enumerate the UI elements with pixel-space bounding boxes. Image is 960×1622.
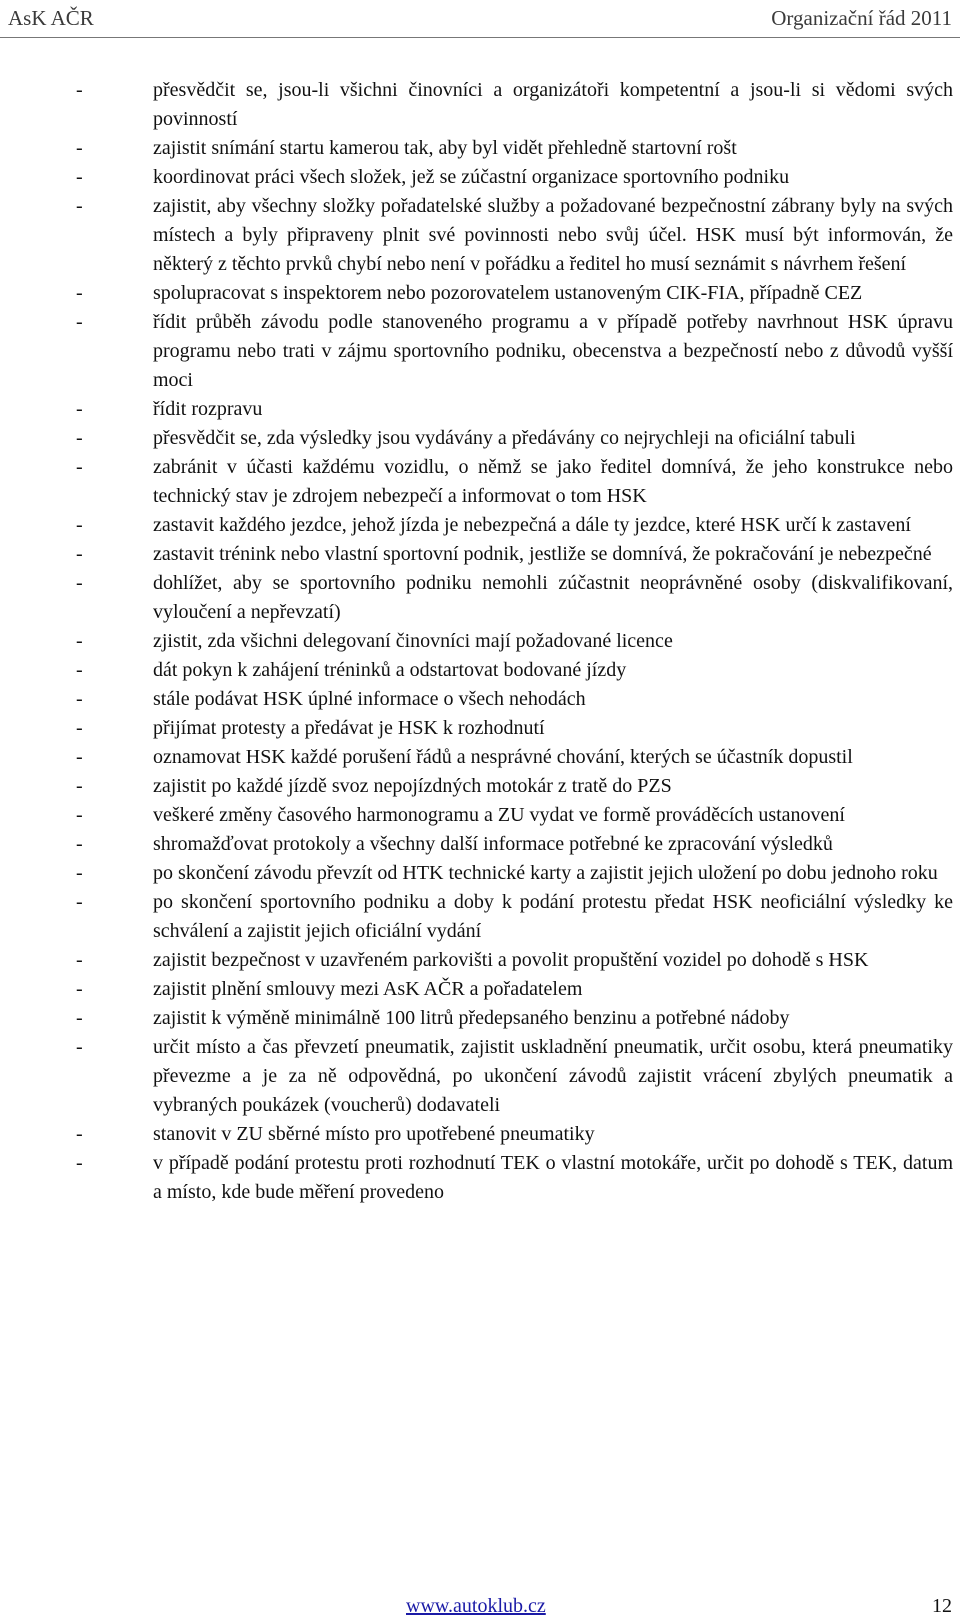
page-header [0, 0, 960, 40]
list-item-text: zajistit k výměně minimálně 100 litrů předepsaného benzinu a potřebné nádoby [153, 1007, 790, 1029]
list-item [76, 395, 953, 424]
list-item [76, 163, 953, 192]
list-item-text: řídit rozpravu [153, 398, 263, 420]
list-item [76, 134, 953, 163]
list-item [76, 714, 953, 743]
list-item [76, 569, 953, 627]
list-item-text: zjistit, zda všichni delegovaní činovníci mají požadované licence [153, 630, 673, 652]
list-item [76, 743, 953, 772]
list-item-text: stále podávat HSK úplné informace o všech nehodách [153, 688, 586, 710]
list-bullet: - [76, 456, 83, 478]
list-bullet: - [76, 427, 83, 449]
list-bullet: - [76, 949, 83, 971]
list-item [76, 1120, 953, 1149]
footer-website-link[interactable]: www.autoklub.cz [406, 1595, 546, 1617]
list-item [76, 888, 953, 946]
list-item [76, 772, 953, 801]
list-bullet: - [76, 833, 83, 855]
list-bullet: - [76, 659, 83, 681]
list-item-text: po skončení závodu převzít od HTK technické karty a zajistit jejich uložení po dobu jednoho roku [153, 862, 938, 884]
list-bullet: - [76, 688, 83, 710]
list-item-text: zajistit snímání startu kamerou tak, aby byl vidět přehledně startovní rošt [153, 137, 737, 159]
header-document-title: Organizační řád 2011 [771, 6, 952, 30]
list-item-text: přesvědčit se, zda výsledky jsou vydávány a předávány co nejrychleji na oficiální tabuli [153, 427, 856, 449]
list-bullet: - [76, 514, 83, 536]
list-item-text: dohlížet, aby se sportovního podniku nemohli zúčastnit neoprávněné osoby (diskvalifikovaní, vyloučení a nepřevzatí) [153, 572, 953, 623]
list-item [76, 511, 953, 540]
list-bullet: - [76, 543, 83, 565]
list-item-text: veškeré změny časového harmonogramu a ZU vydat ve formě prováděcích ustanovení [153, 804, 845, 826]
list-bullet: - [76, 1152, 83, 1174]
list-item [76, 685, 953, 714]
list-item-text: koordinovat práci všech složek, jež se zúčastní organizace sportovního podniku [153, 166, 790, 188]
list-item-text: přijímat protesty a předávat je HSK k rozhodnutí [153, 717, 545, 739]
list-item-text: přesvědčit se, jsou-li všichni činovníci a organizátoři kompetentní a jsou-li si vědomi svých povinností [153, 79, 953, 130]
list-bullet: - [76, 1123, 83, 1145]
duty-list [76, 76, 956, 1207]
list-item-text: zajistit, aby všechny složky pořadatelské služby a požadované bezpečnostní zábrany byly na svých místech a byly připraveny plnit své povinnosti nebo svůj účel. HSK musí být informován, že některý z těchto prvků chybí nebo není v pořádku a ředitel ho musí seznámit s návrhem řešení [153, 195, 953, 275]
list-item-text: řídit průběh závodu podle stanoveného programu a v případě potřeby navrhnout HSK úpravu programu nebo trati v zájmu sportovního podniku, obecenstva a bezpečností nebo z důvodů vyšší moci [153, 311, 953, 391]
list-bullet: - [76, 717, 83, 739]
list-item-text: zastavit každého jezdce, jehož jízda je nebezpečná a dále ty jezdce, které HSK určí k zastavení [153, 514, 911, 536]
list-item-text: zajistit plnění smlouvy mezi AsK AČR a pořadatelem [153, 978, 583, 1000]
list-bullet: - [76, 79, 83, 101]
list-item [76, 627, 953, 656]
list-bullet: - [76, 282, 83, 304]
list-item-text: zajistit bezpečnost v uzavřeném parkovišti a povolit propuštění vozidel po dohodě s HSK [153, 949, 869, 971]
list-item-text: v případě podání protestu proti rozhodnutí TEK o vlastní motokáře, určit po dohodě s TEK, datum a místo, kde bude měření provedeno [153, 1152, 953, 1203]
list-item [76, 1033, 953, 1120]
list-item-text: zajistit po každé jízdě svoz nepojízdných motokár z tratě do PZS [153, 775, 672, 797]
list-bullet: - [76, 630, 83, 652]
list-bullet: - [76, 572, 83, 594]
list-bullet: - [76, 1036, 83, 1058]
header-divider [0, 37, 960, 38]
list-item [76, 946, 953, 975]
list-item [76, 453, 953, 511]
list-bullet: - [76, 804, 83, 826]
list-bullet: - [76, 137, 83, 159]
list-item [76, 540, 953, 569]
list-bullet: - [76, 311, 83, 333]
list-item [76, 859, 953, 888]
list-item [76, 279, 953, 308]
list-item [76, 1149, 953, 1207]
list-item-text: stanovit v ZU sběrné místo pro upotřebené pneumatiky [153, 1123, 595, 1145]
list-item-text: spolupracovat s inspektorem nebo pozorovatelem ustanoveným CIK-FIA, případně CEZ [153, 282, 863, 304]
list-bullet: - [76, 195, 83, 217]
list-bullet: - [76, 398, 83, 420]
list-item [76, 1004, 953, 1033]
list-item [76, 308, 953, 395]
list-item [76, 656, 953, 685]
list-item-text: dát pokyn k zahájení tréninků a odstartovat bodované jízdy [153, 659, 627, 681]
list-bullet: - [76, 978, 83, 1000]
list-item [76, 76, 953, 134]
list-item [76, 801, 953, 830]
list-item [76, 830, 953, 859]
list-item-text: oznamovat HSK každé porušení řádů a nesprávné chování, kterých se účastník dopustil [153, 746, 853, 768]
page-number: 12 [932, 1595, 952, 1617]
list-item [76, 975, 953, 1004]
list-bullet: - [76, 1007, 83, 1029]
list-item-text: zastavit trénink nebo vlastní sportovní podnik, jestliže se domnívá, že pokračování je nebezpečné [153, 543, 932, 565]
list-item [76, 192, 953, 279]
list-item [76, 424, 953, 453]
list-item-text: shromažďovat protokoly a všechny další informace potřebné ke zpracování výsledků [153, 833, 833, 855]
list-bullet: - [76, 775, 83, 797]
list-item-text: zabránit v účasti každému vozidlu, o němž se jako ředitel domnívá, že jeho konstrukce nebo technický stav je zdrojem nebezpečí a informovat o tom HSK [153, 456, 953, 507]
header-organization: AsK AČR [8, 6, 94, 30]
list-item-text: po skončení sportovního podniku a doby k podání protestu předat HSK neoficiální výsledky ke schválení a zajistit jejich oficiální vydání [153, 891, 953, 942]
list-bullet: - [76, 166, 83, 188]
list-bullet: - [76, 891, 83, 913]
list-bullet: - [76, 862, 83, 884]
list-bullet: - [76, 746, 83, 768]
page-footer [0, 1595, 960, 1622]
list-item-text: určit místo a čas převzetí pneumatik, zajistit uskladnění pneumatik, určit osobu, která pneumatiky převezme a je za ně odpovědná, po ukončení závodů zajistit vrácení zbylých pneumatik a vybraných poukázek (voucherů) dodavateli [153, 1036, 953, 1116]
